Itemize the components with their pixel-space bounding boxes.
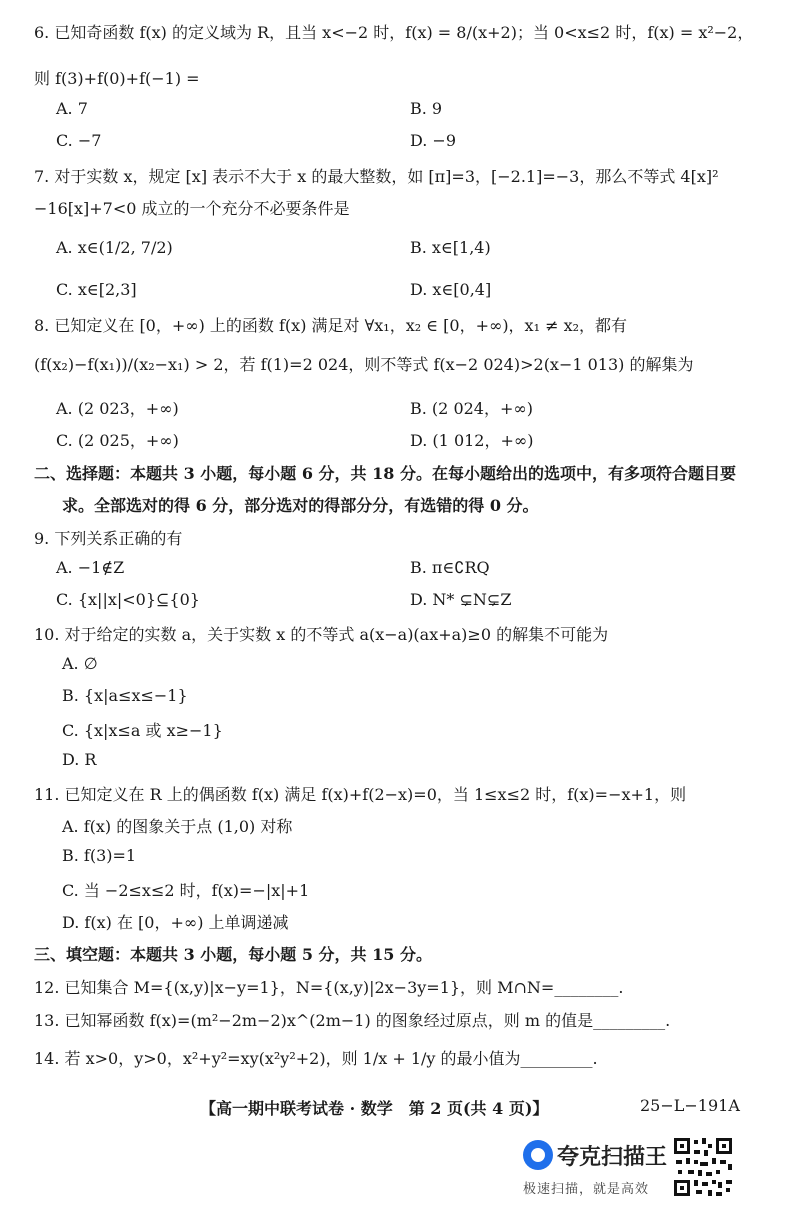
q8-option-d: D. (1 012，+∞) xyxy=(410,431,534,450)
q8-option-a: A. (2 023，+∞) xyxy=(56,399,179,418)
page-footer: 【高一期中联考试卷 · 数学 第 2 页(共 4 页)】 xyxy=(200,1099,549,1118)
q6-line2: 则 f(3)+f(0)+f(−1) = xyxy=(34,69,200,88)
q6-option-a: A. 7 xyxy=(56,99,88,118)
q9-line1: 9. 下列关系正确的有 xyxy=(34,529,183,548)
brand-name: 夸克扫描王 xyxy=(557,1145,668,1170)
q7-option-b: B. x∈[1,4) xyxy=(410,238,491,257)
q6-line1: 6. 已知奇函数 f(x) 的定义域为 R，且当 x<−2 时，f(x) = 8/(x+2)；当 0<x≤2 时，f(x) = x²−2， xyxy=(34,23,754,42)
q12-line1: 12. 已知集合 M={(x,y)|x−y=1}，N={(x,y)|2x−3y=1}，则 M∩N=________. xyxy=(34,978,624,997)
q14-line1: 14. 若 x>0，y>0，x²+y²=xy(x²y²+2)，则 1/x + 1/y 的最小值为_________. xyxy=(34,1049,598,1068)
section2-heading-cont: 求。全部选对的得 6 分，部分选对的得部分分，有选错的得 0 分。 xyxy=(62,496,539,515)
scanner-brand xyxy=(523,1136,673,1196)
q10-option-c: C. {x|x≤a 或 x≥−1} xyxy=(62,721,223,740)
quark-logo-icon xyxy=(523,1140,553,1170)
q11-option-a: A. f(x) 的图象关于点 (1,0) 对称 xyxy=(62,817,293,836)
qr-code-icon xyxy=(672,1136,734,1198)
q11-line1: 11. 已知定义在 R 上的偶函数 f(x) 满足 f(x)+f(2−x)=0，当 1≤x≤2 时，f(x)=−x+1，则 xyxy=(34,785,687,804)
q7-line1: 7. 对于实数 x，规定 [x] 表示不大于 x 的最大整数，如 [π]=3，[−2.1]=−3，那么不等式 4[x]² xyxy=(34,167,719,186)
q7-option-a: A. x∈(1/2, 7/2) xyxy=(56,238,173,257)
q9-option-a: A. −1∉Z xyxy=(56,558,125,577)
q7-option-d: D. x∈[0,4] xyxy=(410,280,492,299)
q9-option-c: C. {x||x|<0}⊆{0} xyxy=(56,590,200,609)
section3-heading: 三、填空题：本题共 3 小题，每小题 5 分，共 15 分。 xyxy=(34,945,432,964)
q7-option-c: C. x∈[2,3] xyxy=(56,280,137,299)
q11-option-c: C. 当 −2≤x≤2 时，f(x)=−|x|+1 xyxy=(62,881,310,900)
q6-option-c: C. −7 xyxy=(56,131,102,150)
q10-line1: 10. 对于给定的实数 a，关于实数 x 的不等式 a(x−a)(ax+a)≥0 的解集不可能为 xyxy=(34,625,609,644)
q7-line2: −16[x]+7<0 成立的一个充分不必要条件是 xyxy=(34,199,350,218)
q10-option-a: A. ∅ xyxy=(62,654,98,673)
q8-option-c: C. (2 025，+∞) xyxy=(56,431,179,450)
brand-tagline: 极速扫描，就是高效 xyxy=(523,1182,650,1197)
q9-option-d: D. N* ⊊N⊊Z xyxy=(410,590,512,609)
q13-line1: 13. 已知幂函数 f(x)=(m²−2m−2)x^(2m−1) 的图象经过原点，则 m 的值是_________. xyxy=(34,1011,671,1030)
q11-option-d: D. f(x) 在 [0，+∞) 上单调递减 xyxy=(62,913,289,932)
q10-option-b: B. {x|a≤x≤−1} xyxy=(62,686,188,705)
q10-option-d: D. R xyxy=(62,750,97,769)
q11-option-b: B. f(3)=1 xyxy=(62,846,137,865)
q6-option-d: D. −9 xyxy=(410,131,457,150)
q8-line2: (f(x₂)−f(x₁))/(x₂−x₁) > 2，若 f(1)=2 024，则不等式 f(x−2 024)>2(x−1 013) 的解集为 xyxy=(34,355,694,374)
section2-heading: 二、选择题：本题共 3 小题，每小题 6 分，共 18 分。在每小题给出的选项中，有多项符合题目要 xyxy=(34,464,736,483)
q8-line1: 8. 已知定义在 [0，+∞) 上的函数 f(x) 满足对 ∀x₁，x₂ ∈ [0，+∞)，x₁ ≠ x₂，都有 xyxy=(34,316,628,335)
q9-option-b: B. π∈∁RQ xyxy=(410,558,490,577)
exam-code: 25−L−191A xyxy=(640,1096,740,1115)
q6-option-b: B. 9 xyxy=(410,99,443,118)
q8-option-b: B. (2 024，+∞) xyxy=(410,399,533,418)
